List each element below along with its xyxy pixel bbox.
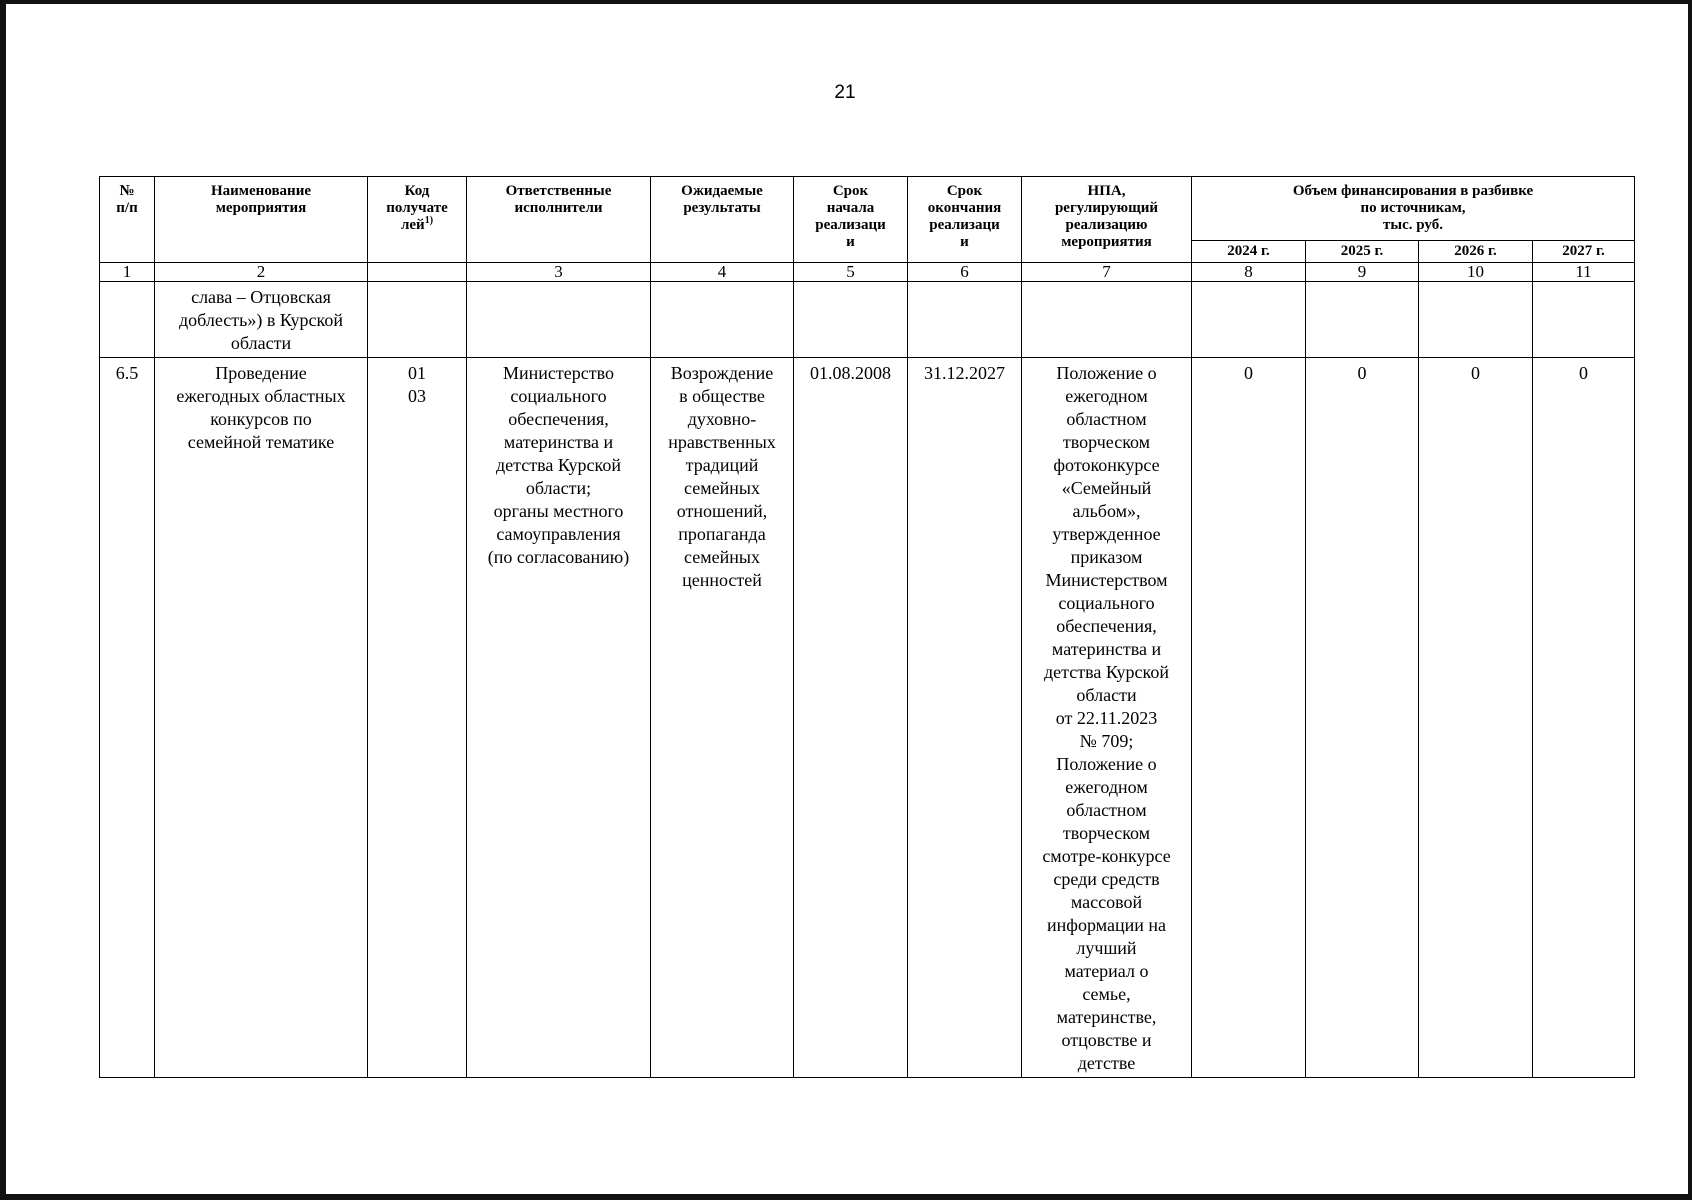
column-number: 5 [794, 263, 908, 282]
cell-empty [1419, 282, 1533, 358]
row-funding-2024: 0 [1192, 358, 1306, 1078]
activities-table [99, 176, 1635, 1078]
page-border-bottom [0, 1194, 1692, 1200]
header-start: Срок начала реализаци и [794, 177, 908, 263]
table-row [100, 358, 1635, 1078]
column-number: 3 [467, 263, 651, 282]
row-name: Проведение ежегодных областных конкурсов по семейной тематике [155, 358, 368, 1078]
header-year-2027: 2027 г. [1533, 241, 1635, 263]
cell-empty [467, 282, 651, 358]
header-npa: НПА, регулирующий реализацию мероприятия [1022, 177, 1192, 263]
column-number: 8 [1192, 263, 1306, 282]
column-number: 2 [155, 263, 368, 282]
cell-empty [651, 282, 794, 358]
header-code-footnote: 1) [424, 215, 434, 226]
header-name: Наименование мероприятия [155, 177, 368, 263]
cell-empty [100, 282, 155, 358]
cell-empty [1022, 282, 1192, 358]
cell-empty [368, 282, 467, 358]
continuation-row [100, 282, 1635, 358]
continuation-name: слава – Отцовская доблесть») в Курской области [155, 282, 368, 358]
row-num: 6.5 [100, 358, 155, 1078]
header-funding: Объем финансирования в разбивке по источникам, тыс. руб. [1192, 177, 1635, 241]
row-funding-2025: 0 [1306, 358, 1419, 1078]
header-year-2026: 2026 г. [1419, 241, 1533, 263]
row-funding-2026: 0 [1419, 358, 1533, 1078]
cell-empty [794, 282, 908, 358]
row-funding-2027: 0 [1533, 358, 1635, 1078]
row-executors: Министерство социального обеспечения, материнства и детства Курской области; органы местного самоуправления (по согласованию) [467, 358, 651, 1078]
column-numbers-row [100, 263, 1635, 282]
header-code-cell [368, 177, 467, 263]
cell-empty [1192, 282, 1306, 358]
header-num: № п/п [100, 177, 155, 263]
row-npa: Положение о ежегодном областном творческом фотоконкурсе «Семейный альбом», утвержденное приказом Министерством социального обеспечения, материнства и детства Курской области от 22.11.2023 № 709; Положение о ежегодном областном творческом смотре-конкурсе среди средств массовой информации на лучший материал о семье, материнстве, отцовстве и детстве [1022, 358, 1192, 1078]
header-end: Срок окончания реализаци и [908, 177, 1022, 263]
column-number: 4 [651, 263, 794, 282]
row-start-date: 01.08.2008 [794, 358, 908, 1078]
row-results: Возрождение в обществе духовно- нравственных традиций семейных отношений, пропаганда семейных ценностей [651, 358, 794, 1078]
page-border-top [0, 0, 1692, 4]
page-number: 21 [834, 82, 856, 103]
row-end-date: 31.12.2027 [908, 358, 1022, 1078]
cell-empty [1533, 282, 1635, 358]
header-year-2025: 2025 г. [1306, 241, 1419, 263]
page-border-left [0, 0, 6, 1200]
column-number: 9 [1306, 263, 1419, 282]
header-results: Ожидаемые результаты [651, 177, 794, 263]
cell-empty [1306, 282, 1419, 358]
header-executors: Ответственные исполнители [467, 177, 651, 263]
column-number [368, 263, 467, 282]
column-number: 1 [100, 263, 155, 282]
row-code: 01 03 [368, 358, 467, 1078]
column-number: 11 [1533, 263, 1635, 282]
header-year-2024: 2024 г. [1192, 241, 1306, 263]
header-code: Код получате лей [386, 183, 448, 233]
cell-empty [908, 282, 1022, 358]
page-border-right [1688, 0, 1692, 1200]
header-row [100, 177, 1635, 241]
column-number: 7 [1022, 263, 1192, 282]
column-number: 10 [1419, 263, 1533, 282]
column-number: 6 [908, 263, 1022, 282]
